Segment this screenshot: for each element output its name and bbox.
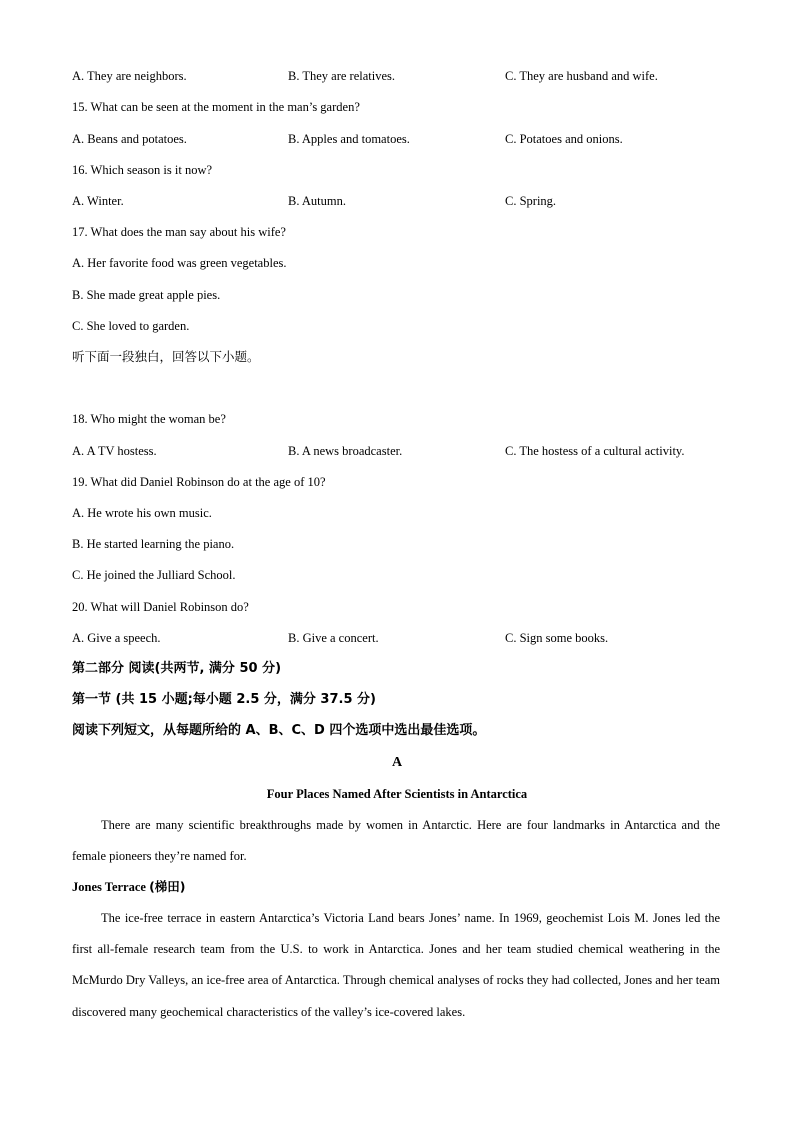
q18-option-a: A. A TV hostess. — [72, 444, 157, 458]
subheading-cn: (梯田) — [149, 879, 186, 894]
q19-option-c: C. He joined the Julliard School. — [72, 568, 236, 582]
q19-option-b: B. He started learning the piano. — [72, 537, 235, 551]
q19-option-a: A. He wrote his own music. — [72, 506, 212, 520]
q16-option-a: A. Winter. — [72, 194, 124, 208]
q17-stem: 17. What does the man say about his wife? — [72, 225, 286, 239]
jones-terrace-paragraph: The ice-free terrace in eastern Antarctica’s Victoria Land bears Jones’ name. In 1969, geochemist Lois M. Jones led the first all-female research team from the U.S. to work in Antarctica. Jones and her team studied chemical weathering in the McMurdo Dry Valleys, an ice-free area of Antarctica. Through chemical analyses of rocks they had collected, Jones and her team discovered many geochemical characteristics of the valley’s ice-covered lakes. — [72, 911, 720, 1019]
passage-letter: A — [391, 755, 403, 770]
q15-option-b: B. Apples and tomatoes. — [288, 132, 410, 146]
q15-stem: 15. What can be seen at the moment in the man’s garden? — [72, 100, 360, 114]
q16-option-b: B. Autumn. — [288, 194, 346, 208]
q17-option-a: A. Her favorite food was green vegetables. — [72, 256, 287, 270]
passage-title: Four Places Named After Scientists in Antarctica — [266, 787, 528, 801]
part2-heading: 第二部分 阅读(共两节, 满分 50 分) — [72, 661, 282, 676]
q17-option-c: C. She loved to garden. — [72, 319, 190, 333]
q14-option-a: A. They are neighbors. — [72, 69, 187, 83]
jones-terrace-subheading — [72, 879, 186, 895]
q14-option-b: B. They are relatives. — [288, 69, 396, 83]
q17-option-b: B. She made great apple pies. — [72, 288, 221, 302]
q15-option-a: A. Beans and potatoes. — [72, 132, 187, 146]
q20-option-b: B. Give a concert. — [288, 631, 379, 645]
q15-option-c: C. Potatoes and onions. — [505, 132, 623, 146]
section1-heading: 第一节 (共 15 小题;每小题 2.5 分，满分 37.5 分) — [72, 692, 376, 707]
q20-option-c: C. Sign some books. — [505, 631, 609, 645]
q20-option-a: A. Give a speech. — [72, 631, 161, 645]
q16-option-c: C. Spring. — [505, 194, 557, 208]
q20-stem: 20. What will Daniel Robinson do? — [72, 600, 249, 614]
q16-stem: 16. Which season is it now? — [72, 163, 213, 177]
q14-option-c: C. They are husband and wife. — [505, 69, 658, 83]
q19-stem: 19. What did Daniel Robinson do at the age of 10? — [72, 475, 326, 489]
passage-intro: There are many scientific breakthroughs made by women in Antarctic. Here are four landmarks in Antarctica and the female pioneers they’re named for. — [72, 818, 720, 864]
reading-instruction: 阅读下列短文，从每题所给的 A、B、C、D 四个选项中选出最佳选项。 — [72, 723, 486, 738]
q18-stem: 18. Who might the woman be? — [72, 412, 226, 426]
subheading-en: Jones Terrace — [72, 880, 146, 894]
monologue-instruction: 听下面一段独白，回答以下小题。 — [72, 349, 260, 364]
q18-option-b: B. A news broadcaster. — [288, 444, 403, 458]
q18-option-c: C. The hostess of a cultural activity. — [505, 444, 685, 458]
